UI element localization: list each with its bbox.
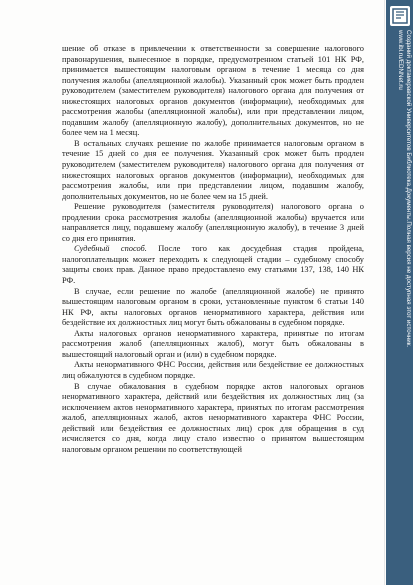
paragraph-4-lead: Судебный способ. [74,244,147,254]
paragraph-8: В случае обжалования в судебном порядке актов налоговых органов ненормативного характера, действий или бездействия их должностных лиц (за исключением актов ненормативного характера, принятых по итогам рассмотрения жалоб, апелляционных жалоб, актов ненормативного характера ФНС России, действий или бездействия ее должностных лиц) срок для обращения в суд исчисляется со дня, когда лицу стало известно о принятом вышестоящим налоговым органом решении по соответствующей [62,381,364,454]
book-icon [390,6,410,26]
paragraph-1: шение об отказе в привлечении к ответственности за совершение налогового правонарушения, вынесенное в порядке, предусмотренном статьей 101 НК РФ, принимается вышестоящим налоговым органом в течение 1 месяца со дня получения жалобы (апелляционной жалобы). Указанный срок может быть продлен руководителем (заместителем руководителя) налогового органа для получения от нижестоящих налоговых органов документов (информации), необходимых для рассмотрения жалобы (апелляционной жалобы), или при представлении лицом, подавшим жалобу (апелляционную жалобу), дополнительных документов, но не более чем на 1 месяц. [62,44,364,138]
paragraph-4-text: После того как досудебная стадия пройдена, налогоплательщик может переходить к следующей стадии – судебному способу защиты своих прав. Данное право предоставлено ему статьями 137, 138, 140 НК РФ. [62,244,364,286]
document-body [62,44,364,455]
side-stripe [386,0,413,585]
side-stripe-text[interactable]: Созданий доктамеравской Университетов Библиотека.Документы.Полная версия не доступная этот источник. www.ibl.ru/EDNNet.ru [397,30,412,348]
paragraph-3: Решение руководителя (заместителя руководителя) налогового органа о продлении срока рассмотрения жалобы (апелляционной жалобы) вручается или направляется лицу, подавшему жалобу (апелляционную жалобу), в течение 3 дней со дня его принятия. [62,202,364,243]
paragraph-6: Акты налоговых органов ненормативного характера, принятые по итогам рассмотрения жалоб (апелляционных жалоб), могут быть обжалованы в вышестоящий налоговый орган и (или) в судебном порядке. [62,328,364,359]
paragraph-5: В случае, если решение по жалобе (апелляционной жалобе) не принято вышестоящим налоговым органом в сроки, установленные пунктом 6 статьи 140 НК РФ, акты налоговых органов ненормативного характера, действия или бездействие их должностных лиц могут быть обжалованы в судебном порядке. [62,286,364,328]
paragraph-7: Акты ненормативного ФНС России, действия или бездействие ее должностных лиц обжалуются в судебном порядке. [62,360,364,380]
paragraph-4 [62,244,364,286]
paragraph-2: В остальных случаях решение по жалобе принимается налоговым органом в течение 15 дней со дня ее получения. Указанный срок может быть продлен руководителем (заместителем руководителя) налогового органа для получения от нижестоящих налоговых органов документов (информации), необходимых для рассмотрения жалобы, или при представлении лицом, подавшим жалобу, дополнительных документов, но не более чем на 15 дней. [62,138,364,201]
